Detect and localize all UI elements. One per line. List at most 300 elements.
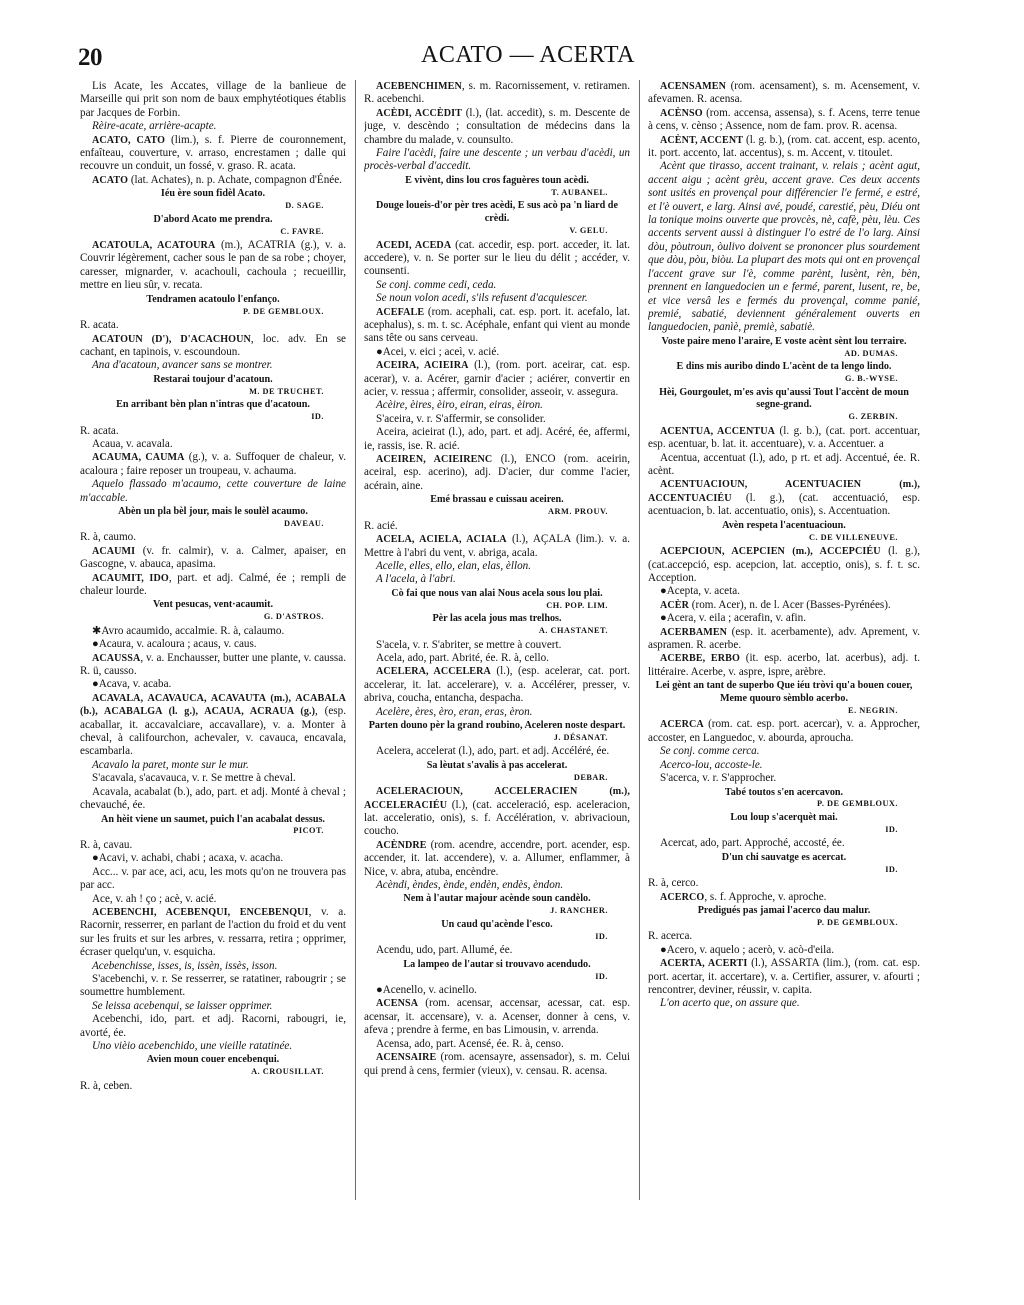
entry-body: ARM. PROUV. xyxy=(548,507,608,517)
quotation-author xyxy=(648,374,898,385)
entry-text xyxy=(648,997,920,1010)
quotation xyxy=(364,959,630,972)
quotation xyxy=(648,787,920,800)
entry-text xyxy=(364,639,630,652)
entry-body: R. acié. xyxy=(364,519,398,532)
entry-body: Rèire-acate, arrière-acapte. xyxy=(92,120,217,133)
entry-body: (l.), (rom. port. aceirar, cat. esp. acerar), v. a. Acérer, garnir d'acier ; aciérer, convertir en acier, v. ressua ; affermir, consolider, asseoir, v. assegura. xyxy=(364,359,630,399)
entry-body: R. à, ceben. xyxy=(80,1079,133,1092)
entry-text xyxy=(364,346,630,359)
entry-headword: ACEIRA, ACIEIRA xyxy=(376,360,469,372)
entry-text xyxy=(364,560,630,573)
entry-body: P. DE GEMBLOUX. xyxy=(817,917,898,927)
dictionary-entry xyxy=(364,533,630,560)
entry-body: ●Acera, v. eila ; acerafin, v. afin. xyxy=(660,612,807,625)
entry-text xyxy=(364,652,630,665)
entry-body: , s. f. Approche, v. aproche. xyxy=(704,890,827,903)
entry-body: (rom. acendre, accendre, port. acender, esp. accender, it. lat. accendere), v. a. Allumer, enflammer, à Nice, v. abra, atuba, encèndre. xyxy=(364,838,630,878)
entry-body: (it. esp. acerbo, lat. acerbus), adj. t. littéraire. Acerbe, v. aspre, ispre, arèbre. xyxy=(648,652,920,678)
entry-body: (rom. cat. esp. port. acercar), v. a. Approcher, accoster, en Languedoc, v. abourda, aproucha. xyxy=(648,718,920,744)
entry-body: Avèn respeta l'acentuacioun. xyxy=(722,519,846,531)
entry-body: (g.), v. a. Suffoquer de chaleur, v. acaloura ; faire reposer un troupeau, v. achauma. xyxy=(80,451,346,477)
entry-text xyxy=(80,759,346,772)
entry-body: Avien moun couer encebenqui. xyxy=(146,1054,280,1066)
entry-body: Abèn un pla bèl jour, mais le soulèl acaumo. xyxy=(118,505,308,517)
entry-body: R. à, caumo. xyxy=(80,531,136,544)
entry-body: (l. g.), (cat.accepció, esp. acepcion, lat. acceptio, onis), s. f. t. sc. Acception. xyxy=(648,545,920,584)
entry-body: (rom. acensar, accensar, acessar, cat. esp. acensar, it. accensare), v. a. Acenser, donner à cens, v. afeva ; prendre à ferme, en bas Limousin, v. arrenda. xyxy=(364,997,630,1037)
entry-headword: ACEIREN, ACIEIRENC xyxy=(376,454,493,466)
entry-body: Acèire, èires, èiro, eiran, eiras, èiron. xyxy=(376,399,543,412)
dictionary-entry xyxy=(648,478,920,518)
quotation xyxy=(80,506,346,519)
entry-headword: ACERCO xyxy=(660,891,705,903)
entry-body: (rom. acensament), s. m. Acensement, v. afevamen. R. acensa. xyxy=(648,80,920,106)
dictionary-entry xyxy=(80,545,346,572)
quotation-author xyxy=(80,412,324,423)
column-divider-2 xyxy=(639,80,640,1200)
entry-body: Cò fai que nous van alai Nous acela sous lou plai. xyxy=(391,587,603,599)
entry-text xyxy=(364,413,630,426)
entry-body: , part. et adj. Calmé, ée ; rempli de chaleur lourde. xyxy=(80,571,346,597)
entry-body: (cat. accedir, esp. port. acceder, it. lat. accedere), v. n. Se porter sur le lieu du délit ; accéder, v. counsenti. xyxy=(364,238,630,278)
entry-body: Tendramen acatoulo l'enfanço. xyxy=(146,293,280,305)
entry-body: DAVEAU. xyxy=(284,518,324,528)
quotation xyxy=(648,852,920,865)
dictionary-entry xyxy=(80,333,346,360)
entry-text xyxy=(80,425,346,438)
entry-text xyxy=(80,893,346,906)
entry-text xyxy=(648,452,920,479)
entry-text xyxy=(648,745,920,758)
entry-body: A. CHASTANET. xyxy=(538,626,608,636)
entry-body: ID. xyxy=(595,971,608,981)
entry-body: (l.), (lat. accedit), s. m. Descente de juge, v. descèndo ; consultation de médecins dans la chambre du malade, v. counsulto. xyxy=(364,106,630,146)
entry-body: (l.), ENCO (rom. aceirin, aceiral, esp. acerino), adj. D'acier, dur comme l'acier, acérain, aine. xyxy=(364,453,630,492)
dictionary-entry xyxy=(364,306,630,346)
entry-body: Lis Acate, les Accates, village de la banlieue de Marseille qui prit son nom de baux emphytéotiques établis par Jacques de Forbin. xyxy=(80,80,346,119)
entry-body: S'acela, v. r. S'abriter, se mettre à couvert. xyxy=(376,638,562,651)
entry-body: Acela, ado, part. Abrité, ée. R. à, cello. xyxy=(376,651,549,664)
entry-text xyxy=(80,359,346,372)
entry-text xyxy=(80,438,346,451)
entry-body: Se leissa acebenqui, se laisser opprimer. xyxy=(92,999,273,1012)
entry-body: (rom. Acer), n. de l. Acer (Basses-Pyrénées). xyxy=(689,598,891,611)
entry-body: R. à, cerco. xyxy=(648,877,699,890)
page-number: 20 xyxy=(78,44,102,71)
entry-body: (esp. it. acerbamente), adv. Aprement, v. aspramen. R. acerbe. xyxy=(648,625,920,651)
entry-text xyxy=(80,866,346,893)
entry-body: L'on acerto que, on assure que. xyxy=(660,997,800,1010)
dictionary-column-3 xyxy=(648,80,920,1011)
entry-body: G. D'ASTROS. xyxy=(263,612,324,622)
entry-text xyxy=(648,612,920,625)
entry-text xyxy=(80,478,346,505)
dictionary-entry xyxy=(648,718,920,745)
entry-body: Acaua, v. acavala. xyxy=(92,437,173,450)
quotation-author xyxy=(80,612,324,623)
entry-body: ●Acava, v. acaba. xyxy=(92,678,172,691)
entry-headword: ACÈNSO xyxy=(660,107,703,119)
entry-headword: ACÈR xyxy=(660,599,690,611)
entry-headword: ACEBENCHIMEN xyxy=(376,81,462,92)
quotation-author xyxy=(648,799,898,810)
entry-text xyxy=(80,120,346,133)
entry-body: (l.), (esp. acelerar, cat. port. accelerar, it. lat. accelerare), v. a. Accélérer, presser, v. abriva, coucha, entancha, despacha. xyxy=(364,665,630,705)
quotation xyxy=(364,200,630,226)
entry-headword: ACÈDI, ACCÈDIT xyxy=(376,107,462,119)
entry-headword: ACEDI, ACEDA xyxy=(376,239,452,251)
entry-body: Nem à l'autar majour acènde soun candèlo. xyxy=(403,893,591,905)
entry-text xyxy=(364,292,630,305)
entry-body: ID. xyxy=(311,412,324,422)
quotation-author xyxy=(80,307,324,318)
quotation-author xyxy=(364,601,608,612)
entry-body: Acelera, accelerat (l.), ado, part. et adj. Accéléré, ée. xyxy=(376,745,610,758)
entry-body: , loc. adv. En se cachant, en tapinois, v. escoundoun. xyxy=(80,332,346,358)
entry-text xyxy=(364,879,630,892)
entry-body: J. RANCHER. xyxy=(550,906,608,916)
entry-body: (l. g. b.), (rom. cat. accent, esp. acento, it. port. accento, lat. accentus), s. m. Accent, v. titoulet. xyxy=(648,133,920,160)
quotation-author xyxy=(364,932,608,943)
entry-body: Lei gènt an tant de superbo Que iéu tròvi qu'a bouen couer, Meme quouro sèmblo acerbo. xyxy=(655,680,913,705)
entry-text xyxy=(648,944,920,957)
entry-text xyxy=(364,706,630,719)
entry-body: (l.), ASSARTA (lim.), (rom. cat. esp. port. acertar, it. accertare), v. a. Certifier, assurer, v. afourti ; rencontrer, deviner, réussir, v. capita. xyxy=(648,957,920,996)
entry-text xyxy=(80,1080,346,1093)
entry-body: G. ZERBIN. xyxy=(848,412,898,422)
quotation-author xyxy=(364,226,608,237)
entry-headword: ACERBE, ERBO xyxy=(660,653,740,665)
entry-body: Iéu ère soun fidèl Acato. xyxy=(160,188,266,200)
quotation xyxy=(80,214,346,227)
entry-body: DEBAR. xyxy=(573,772,608,782)
entry-body: Se noun volon acedi, s'ils refusent d'acquiescer. xyxy=(376,292,588,305)
entry-headword: ACERBAMEN xyxy=(660,626,728,638)
entry-body: En arribant bèn plan n'intras que d'acatoun. xyxy=(116,399,310,411)
entry-body: Tabé toutos s'en acercavon. xyxy=(724,786,844,798)
entry-body: ●Acaura, v. acaloura ; acaus, v. caus. xyxy=(92,638,257,651)
quotation xyxy=(648,361,920,374)
entry-body: (l. g. b.), (cat. port. accentuar, esp. acentuar, b. lat. it. accentuare), v. a. Accentuer. a xyxy=(648,424,920,451)
quotation-author xyxy=(648,533,898,544)
entry-text xyxy=(80,973,346,1000)
entry-text xyxy=(364,745,630,758)
entry-text xyxy=(80,678,346,691)
dictionary-entry xyxy=(364,239,630,279)
entry-body: E vivènt, dins lou cros faguères toun acèdi. xyxy=(405,174,589,186)
quotation xyxy=(80,188,346,201)
dictionary-column-1 xyxy=(80,80,346,1093)
entry-headword: ACENSAMEN xyxy=(660,81,726,92)
dictionary-entry xyxy=(80,692,346,759)
dictionary-entry xyxy=(648,599,920,612)
entry-body: Ana d'acatoun, avancer sans se montrer. xyxy=(92,359,273,372)
entry-text xyxy=(364,984,630,997)
dictionary-entry xyxy=(648,134,920,161)
quotation-author xyxy=(80,1067,324,1078)
quotation xyxy=(364,588,630,601)
entry-body: (l.), AÇALA (lim.). v. a. Mettre à l'abri du vent, v. abriga, acala. xyxy=(364,533,630,559)
entry-body: , v. a. Enchausser, butter une plante, v. caussa. R. ü, causso. xyxy=(80,651,346,678)
entry-body: Acendu, udo, part. Allumé, ée. xyxy=(376,944,513,957)
entry-body: , (esp. acaballar, it. accavalciare, accavallare), v. a. Monter à cheval, à califourchon, achevaler, v. cavauca, encavala, escambarla. xyxy=(80,705,346,758)
dictionary-entry xyxy=(648,957,920,997)
entry-headword: ACÈNDRE xyxy=(376,839,427,851)
entry-text xyxy=(364,944,630,957)
entry-headword: ACENSAIRE xyxy=(376,1052,437,1064)
entry-text xyxy=(80,638,346,651)
dictionary-entry xyxy=(364,107,630,147)
entry-body: Un caud qu'acènde l'esco. xyxy=(441,918,553,930)
entry-body: Ace, v. ah ! ço ; acè, v. acié. xyxy=(92,892,217,905)
entry-text xyxy=(80,531,346,544)
entry-body: Faire l'acèdi, faire une descente ; un verbau d'acèdi, un procès-verbal d'accedit. xyxy=(364,147,630,173)
entry-text xyxy=(648,930,920,943)
entry-headword: ACENSA xyxy=(376,998,419,1010)
entry-headword: ACAUSSA xyxy=(92,652,141,664)
dictionary-entry xyxy=(364,359,630,399)
entry-text xyxy=(648,585,920,598)
entry-body: D'un chi sauvatge es acercat. xyxy=(721,851,847,863)
quotation-author xyxy=(364,733,608,744)
entry-body: C. DE VILLENEUVE. xyxy=(808,532,898,542)
dictionary-entry xyxy=(364,997,630,1037)
entry-text xyxy=(648,877,920,890)
entry-body: G. B.-WYSE. xyxy=(845,374,898,384)
entry-body: Acensa, ado, part. Acensé, ée. R. à, censo. xyxy=(376,1037,564,1050)
quotation xyxy=(364,720,630,733)
quotation-author xyxy=(648,412,898,423)
entry-body: S'aceira, v. r. S'affermir, se consolider. xyxy=(376,412,546,425)
quotation-author xyxy=(648,918,898,929)
entry-body: D. SAGE. xyxy=(285,201,324,211)
entry-body: Se conj. comme cedi, ceda. xyxy=(376,278,497,291)
dictionary-entry xyxy=(80,906,346,960)
running-title: ACATO — ACERTA xyxy=(421,42,635,68)
quotation xyxy=(648,520,920,533)
entry-body: Douge loueis-d'or pèr tres acèdi, E sus acò pa 'n liard de crèdi. xyxy=(376,200,618,225)
entry-body: A l'acela, à l'abri. xyxy=(376,573,456,586)
entry-body: P. DE GEMBLOUX. xyxy=(243,306,324,316)
entry-text xyxy=(364,426,630,453)
entry-body: Acavala, acabalat (b.), ado, part. et adj. Monté à cheval ; chevauché, ée. xyxy=(80,785,346,812)
entry-body: R. acata. xyxy=(80,319,119,332)
entry-body: Sa lèutat s'avalis à pas accelerat. xyxy=(426,759,568,771)
entry-body: S'acebenchi, v. r. Se resserrer, se ratatiner, rabougrir ; se soumettre humblement. xyxy=(80,972,346,999)
entry-body: PICOT. xyxy=(293,826,324,836)
dictionary-entry xyxy=(648,107,920,134)
quotation xyxy=(648,387,920,413)
entry-body: J. DÉSANAT. xyxy=(553,732,608,742)
dictionary-entry xyxy=(364,785,630,839)
dictionary-entry xyxy=(648,80,920,107)
quotation-author xyxy=(364,906,608,917)
entry-headword: ACATO, CATO xyxy=(92,134,166,146)
dictionary-entry xyxy=(648,545,920,585)
entry-text xyxy=(364,147,630,174)
entry-body: Aquelo flassado m'acaumo, cette couverture de laine m'accable. xyxy=(80,478,346,504)
entry-body: E. NEGRIN. xyxy=(848,705,898,715)
entry-body: Acelère, ères, èro, eran, eras, èron. xyxy=(376,705,533,718)
entry-headword: ACELERA, ACCELERA xyxy=(376,666,491,678)
entry-body: Se conj. comme cerca. xyxy=(660,745,760,758)
entry-body: Acebenchi, ido, part. et adj. Racorni, rabougri, ie, avorté, ée. xyxy=(80,1013,346,1039)
entry-body: (lat. Achates), n. p. Achate, compagnon d'Énée. xyxy=(128,173,342,186)
entry-text xyxy=(80,852,346,865)
entry-text xyxy=(364,279,630,292)
entry-body: P. DE GEMBLOUX. xyxy=(817,799,898,809)
quotation-author xyxy=(80,387,324,398)
entry-text xyxy=(648,160,920,334)
entry-body: La lampeo de l'autar si trouvavo acendudo. xyxy=(403,958,591,970)
entry-body: An hèit viene un saumet, puich l'an acabalat dessus. xyxy=(101,813,325,825)
entry-body: Parten douno pèr la grand roubino, Aceleren noste despart. xyxy=(368,719,626,731)
entry-body: ID. xyxy=(885,824,898,834)
quotation-author xyxy=(80,519,324,530)
entry-body: Acentua, accentuat (l.), ado, p rt. et adj. Accentué, ée. R. acènt. xyxy=(648,451,920,478)
entry-body: E dins mis auribo dindo L'acènt de ta lengo lindo. xyxy=(676,361,892,373)
entry-body: R. à, cavau. xyxy=(80,838,133,851)
entry-body: ID. xyxy=(595,931,608,941)
dictionary-entry xyxy=(80,239,346,293)
entry-body: D'abord Acato me prendra. xyxy=(153,213,273,225)
entry-body: Aceira, acieirat (l.), ado, part. et adj. Acéré, ée, affermi, ie, rassis, ise. R. acié. xyxy=(364,426,630,452)
entry-body: Acercat, ado, part. Approché, accosté, ée. xyxy=(660,837,845,850)
entry-body: Voste paire meno l'araire, E voste acènt sènt lou terraire. xyxy=(661,335,907,347)
entry-headword: ACATO xyxy=(92,174,129,186)
entry-text xyxy=(364,520,630,533)
entry-body: S'acavala, s'acavauca, v. r. Se mettre à cheval. xyxy=(92,772,296,785)
entry-body: C. FAVRE. xyxy=(280,226,324,236)
quotation-author xyxy=(80,227,324,238)
entry-body: (m.), ACATRIA (g.), v. a. Couvrir légèrement, cacher sous le pan de sa robe ; choyer, caresser, mignarder, v. acachouli, cachoula ; recueillir, mettre en lieu sûr, v. recata. xyxy=(80,239,346,292)
entry-text xyxy=(364,573,630,586)
entry-headword: ACÈNT, ACCENT xyxy=(660,134,744,146)
quotation-author xyxy=(364,972,608,983)
quotation xyxy=(364,760,630,773)
entry-headword: ACATOUN (D'), D'ACACHOUN xyxy=(92,333,251,345)
entry-body: Lou loup s'acerquèt mai. xyxy=(730,811,838,823)
dictionary-entry xyxy=(80,134,346,174)
entry-body: (rom. acensayre, assensador), s. m. Celui qui prend à cens, fermier (vieux), v. censau. R. acensa. xyxy=(364,1051,630,1077)
entry-body: ●Acei, v. eici ; aceì, v. acié. xyxy=(376,345,500,358)
quotation-author xyxy=(364,188,608,199)
entry-body: ✱Avro acaumido, accalmie. R. à, calaumo. xyxy=(92,624,285,637)
entry-text xyxy=(80,772,346,785)
entry-body: S'acerca, v. r. S'approcher. xyxy=(660,772,777,785)
dictionary-entry xyxy=(648,891,920,904)
quotation-author xyxy=(364,507,608,518)
dictionary-entry xyxy=(80,572,346,599)
entry-body: Restarai toujour d'acatoun. xyxy=(153,373,273,385)
quotation-author xyxy=(648,865,898,876)
entry-text xyxy=(364,399,630,412)
quotation-author xyxy=(648,706,898,717)
entry-body: ●Acero, v. aquelo ; acerò, v. acò-d'eila. xyxy=(660,943,835,956)
quotation xyxy=(364,494,630,507)
entry-body: (rom. acephali, cat. esp. port. it. acefalo, lat. acephalus), s. m. t. sc. Acéphale, enfant qui vient au monde sans tête ou sans cerveau. xyxy=(364,305,630,345)
entry-headword: ACERCA xyxy=(660,719,704,731)
quotation-author xyxy=(648,349,898,360)
entry-body: ●Acavi, v. achabi, chabi ; acaxa, v. acacha. xyxy=(92,852,284,865)
entry-body: Acc... v. par ace, aci, acu, les mots qu'on ne trouvera pas par acc. xyxy=(80,865,346,892)
entry-body: AD. DUMAS. xyxy=(844,348,898,358)
entry-headword: ACELA, ACIELA, ACIALA xyxy=(376,534,507,546)
quotation xyxy=(648,336,920,349)
entry-text xyxy=(80,319,346,332)
quotation xyxy=(648,680,920,706)
entry-body: Acelle, elles, ello, elan, elas, èllon. xyxy=(376,559,531,572)
entry-headword: ACATOULA, ACATOURA xyxy=(92,240,216,252)
dictionary-entry xyxy=(648,425,920,452)
entry-body: Uno vièio acebenchido, une vieille ratatinée. xyxy=(92,1040,293,1052)
entry-headword: ACENTUA, ACCENTUA xyxy=(660,425,776,437)
dictionary-entry xyxy=(364,1051,630,1078)
quotation-author xyxy=(648,825,898,836)
entry-body: CH. POP. LIM. xyxy=(546,600,608,610)
entry-body: Predigués pas jamai l'acerco dau malur. xyxy=(697,904,871,916)
entry-headword: ACEBENCHI, ACEBENQUI, ENCEBENQUI xyxy=(92,906,309,918)
entry-body: Acèndi, èndes, ènde, endèn, endès, èndon. xyxy=(376,879,564,892)
entry-headword: ACEFALE xyxy=(376,306,425,318)
entry-body: , s. m. Racornissement, v. retiramen. R. acebenchi. xyxy=(364,80,630,106)
dictionary-entry xyxy=(364,839,630,879)
quotation-author xyxy=(364,626,608,637)
quotation xyxy=(648,812,920,825)
column-divider-1 xyxy=(355,80,356,1200)
entry-headword: ACENTUACIOUN, ACENTUACIEN (m.), ACCENTUACIÉU xyxy=(648,479,920,504)
dictionary-entry xyxy=(648,652,920,679)
entry-body: A. CROUSILLAT. xyxy=(251,1067,324,1077)
entry-text xyxy=(648,759,920,772)
dictionary-entry xyxy=(364,665,630,705)
entry-headword: ACELERACIOUN, ACCELERACIEN (m.), ACCELERACIÉU xyxy=(364,786,630,811)
entry-body: , v. a. Racornir, resserrer, en parlant de l'action du froid et du vent sur les fruits et sur les arbres, v. ressarra, retira ; opprimer, écraser quelqu'un, v. esquicha. xyxy=(80,905,346,959)
quotation xyxy=(80,1054,346,1067)
entry-body: Acebenchisse, isses, is, issèn, issès, isson. xyxy=(92,959,278,972)
entry-text xyxy=(364,1038,630,1051)
entry-body: ID. xyxy=(885,864,898,874)
entry-text xyxy=(80,1013,346,1040)
entry-body: V. GELU. xyxy=(569,226,608,236)
dictionary-entry xyxy=(80,174,346,187)
dictionary-entry xyxy=(80,451,346,478)
dictionary-entry xyxy=(80,652,346,679)
entry-text xyxy=(80,1040,346,1053)
entry-body: T. AUBANEL. xyxy=(551,187,608,197)
entry-headword: ACAUMI xyxy=(92,545,136,557)
entry-body: Acènt que tirasso, accent trainant, v. relais ; acènt agut, accent aigu ; acènt grèu, accent grave. Ces deux accents sont usités en provençal pour différencier l'e fermé, e estré, et l'è ouvert, e larg. Ainsi avé, poudé, carestié, pèu, Diéu ont la tonique moins ouverte que provcès, nè, cafè, pèu, lèu. Ces accents servent aussi à distinguer l'o estré de l'o larg. Ainsi dòu, pòutroun, òulivo doivent se prononcer plus sourdement que dòu, pòu, biòu. La plupart des mots qui ont en provençal l'accent grave sur l'è, comme parènt, lusènt, rèn, bèn, prennent en languedocien un e fermé, parent, lusent, re, be, et vice versâ les e fermés du provençal, comme panié, premié, sabatié, deviennent généralement ouverts en languedocien, panìè, premiè, sabatiè. xyxy=(648,160,920,334)
dictionary-entry xyxy=(648,626,920,653)
entry-body: (v. fr. calmir), v. a. Calmer, apaiser, en Gascogne, v. abauca, apasima. xyxy=(80,544,346,571)
page-header xyxy=(78,36,978,76)
quotation xyxy=(80,294,346,307)
quotation xyxy=(364,893,630,906)
quotation xyxy=(364,175,630,188)
entry-text xyxy=(80,80,346,120)
quotation-author xyxy=(364,773,608,784)
quotation xyxy=(364,919,630,932)
quotation-author xyxy=(80,201,324,212)
entry-headword: ACERTA, ACERTI xyxy=(660,958,748,970)
quotation xyxy=(80,599,346,612)
entry-headword: ACAUMIT, IDO xyxy=(92,572,169,584)
entry-body: R. acata. xyxy=(80,424,119,437)
entry-body: M. DE TRUCHET. xyxy=(249,386,324,396)
entry-text xyxy=(80,960,346,973)
quotation xyxy=(364,613,630,626)
